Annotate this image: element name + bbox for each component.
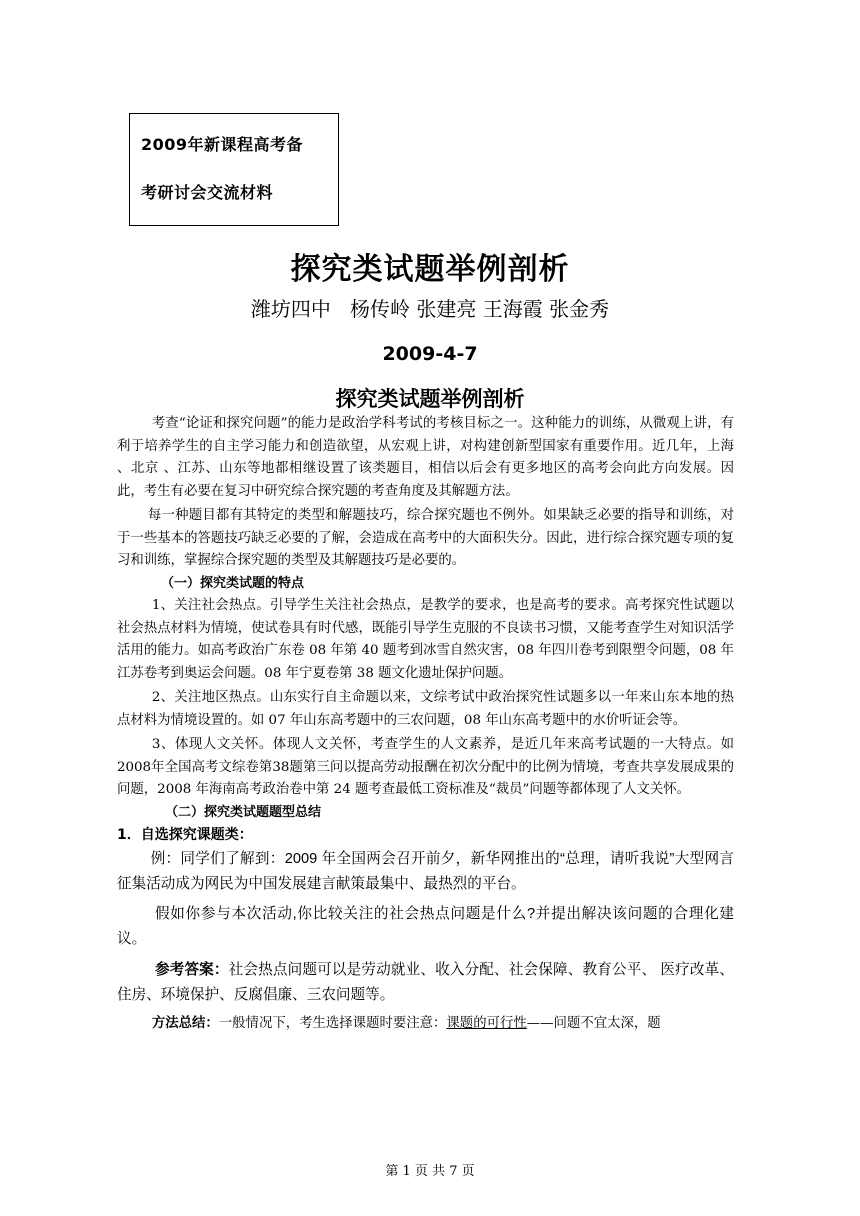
method-label: 方法总结： [151,1015,219,1031]
paragraph-method [117,1013,734,1036]
paragraph-intro-1: 考查“论证和探究问题”的能力是政治学科考试的考核目标之一。这种能力的训练，从微观上讲，有利于培养学生的自主学习能力和创造欲望，从宏观上讲，对构建创新型国家有重要作用。近几年，上海 、北京 、江苏、山东等地都相继设置了该类题目，相信以后会有更多地区的高考会向此方向发展。因此，考生有必要在复习中研究综合探究题的考查角度及其解题方法。 [117,416,734,499]
document-body [117,413,734,1035]
paragraph-feature-2: 2、关注地区热点。山东实行自主命题以来，文综考试中政治探究性试题多以一年来山东本地的热点材料为情境设置的。如 07 年山东高考题中的三农问题，08 年山东高考题中的水价听证会等。 [117,690,734,728]
heading-types: （二）探究类试题题型总结 [165,804,322,820]
answer-label: 参考答案： [154,960,229,978]
heading-type-1: 1．自选探究课题类： [117,827,253,843]
header-box [129,113,339,226]
page-title: 探究类试题举例剖析 [290,252,570,287]
box-line-2: 考研讨会交流材料 [141,183,274,202]
answer-text: 社会热点问题可以是劳动就业、收入分配、社会保障、教育公平、 医疗改革、住房、环境保护、反腐倡廉、三农问题等。 [117,961,734,1003]
method-text-b: ——问题不宜太深，题 [526,1015,661,1031]
heading-features: （一）探究类试题的特点 [161,575,305,591]
paragraph-feature-1: 1、关注社会热点。引导学生关注社会热点，是教学的要求，也是高考的要求。高考探究性试题以社会热点材料为情境，使试卷具有时代感，既能引导学生克服的不良读书习惯，又能考查学生对知识活学活用的能力。如高考政治广东卷 08 年第 40 题考到冰雪自然灾害，08 年四川卷考到限塑令问题，08 年江苏卷考到奥运会问题。08 年宁夏卷第 38 题文化遗址保护问题。 [117,598,734,681]
page-footer: 第 1 页 共 7 页 [385,1164,475,1179]
paragraph-example: 例：同学们了解到：2009 年全国两会召开前夕，新华网推出的“总理，请听我说”大型网言征集活动成为网民为中国发展建言献策最集中、最热烈的平台。 [117,850,734,892]
date: 2009-4-7 [382,343,478,365]
paragraph-intro-2: 每一种题目都有其特定的类型和解题技巧，综合探究题也不例外。如果缺乏必要的指导和训练，对于一些基本的答题技巧缺乏必要的了解，会造成在高考中的大面积失分。因此，进行综合探究题专项的复习和训练，掌握综合探究题的类型及其解题技巧是必要的。 [117,508,734,568]
paragraph-question: 假如你参与本次活动,你比较关注的社会热点问题是什么?并提出解决该问题的合理化建议。 [117,905,734,947]
section-title: 探究类试题举例剖析 [335,387,525,411]
method-underlined: 课题的可行性 [446,1015,527,1031]
paragraph-feature-3: 3、体现人文关怀。体现人文关怀，考查学生的人文素养，是近几年来高考试题的一大特点。如2008年全国高考文综卷第38题第三问以提高劳动报酬在初次分配中的比例为情境，考查共享发展成果的问题，2008 年海南高考政治卷中第 24 题考查最低工资标准及“裁员”问题等都体现了人文关怀。 [117,737,734,797]
authors: 潍坊四中 杨传岭 张建亮 王海霞 张金秀 [250,297,610,321]
method-text-a: 一般情况下，考生选择课题时要注意： [218,1015,447,1031]
box-line-1: 2009年新课程高考备 [141,135,304,154]
paragraph-answer [117,957,734,1009]
